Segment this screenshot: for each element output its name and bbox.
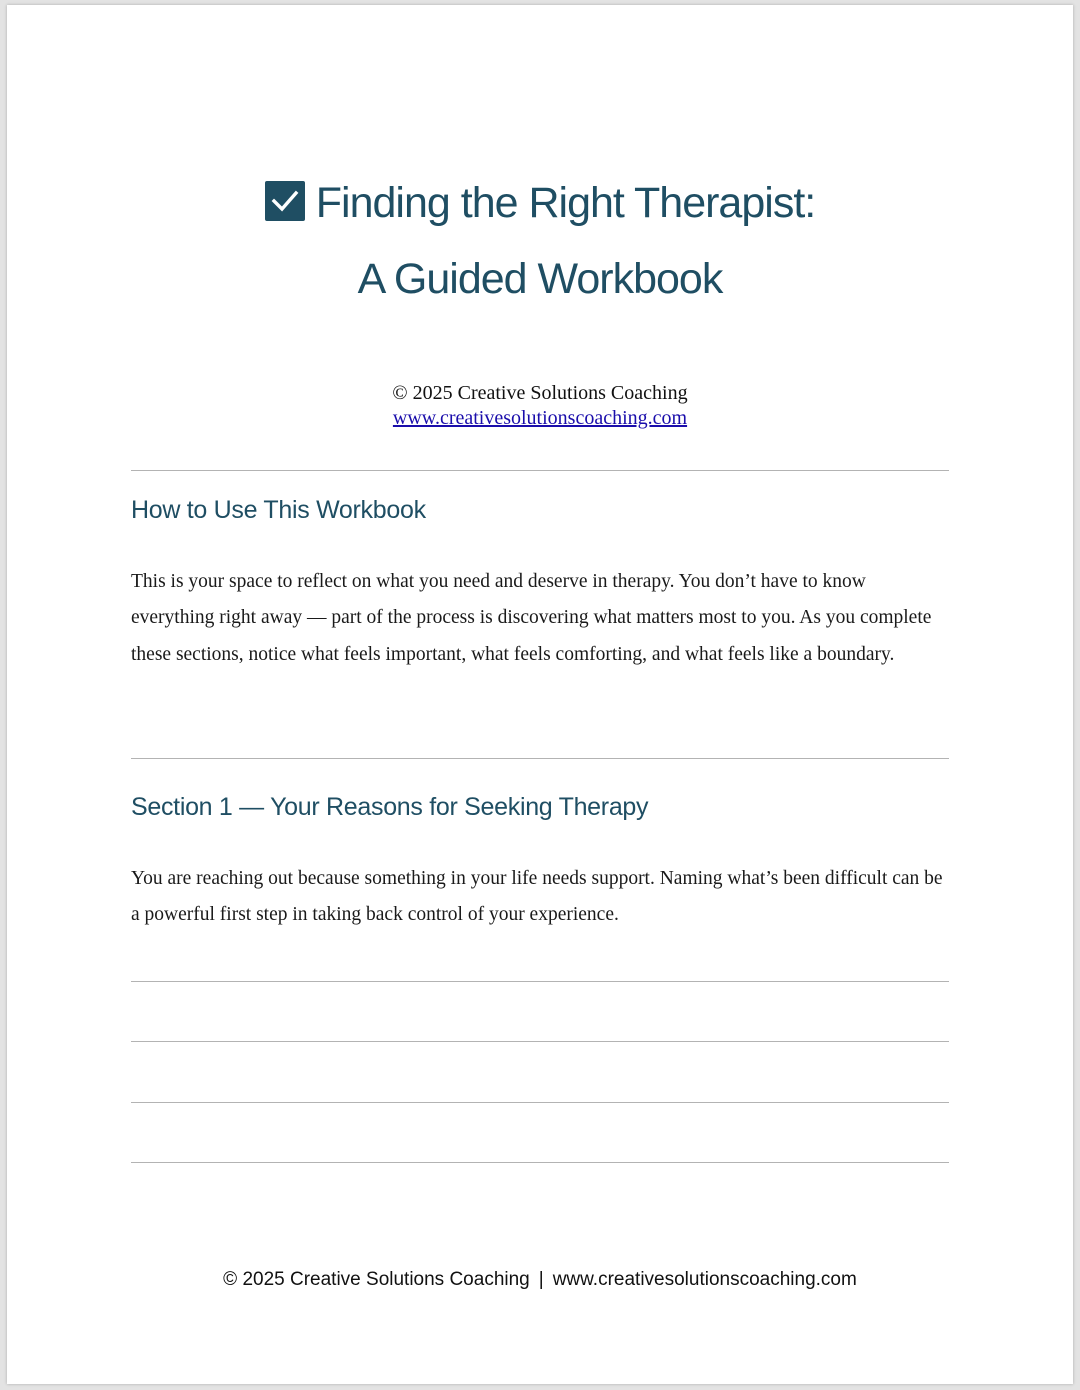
footer-separator: | xyxy=(538,1269,544,1290)
writing-line[interactable] xyxy=(131,1041,949,1042)
copyright-text: © 2025 Creative Solutions Coaching xyxy=(392,382,688,404)
section-heading-reasons: Section 1 — Your Reasons for Seeking Therapy xyxy=(131,793,649,821)
document-page xyxy=(7,5,1073,1384)
footer-url: www.creativesolutionscoaching.com xyxy=(552,1269,857,1290)
section-divider xyxy=(131,470,949,471)
title-line-1 xyxy=(7,165,1073,241)
writing-line[interactable] xyxy=(131,1102,949,1103)
title-text-1: Finding the Right Therapist: xyxy=(315,179,816,227)
section-divider xyxy=(131,758,949,759)
checkbox-checked-icon xyxy=(265,181,305,221)
website-link[interactable]: www.creativesolutionscoaching.com xyxy=(392,407,688,429)
page-footer xyxy=(7,1269,1073,1291)
title-line-2: A Guided Workbook xyxy=(357,255,723,303)
section-body-how-to-use: This is your space to reflect on what you need and deserve in therapy. You don’t have to know everything right away — part of the process is discovering what matters most to you. As you complete these sections, notice what feels important, what feels comforting, and what feels like a boundary. xyxy=(131,571,932,665)
section-heading-how-to-use: How to Use This Workbook xyxy=(131,496,426,524)
writing-line[interactable] xyxy=(131,1162,949,1163)
footer-copyright: © 2025 Creative Solutions Coaching xyxy=(223,1269,530,1290)
writing-line[interactable] xyxy=(131,981,949,982)
copyright-block xyxy=(7,381,1073,431)
document-title xyxy=(7,165,1073,317)
section-body-reasons: You are reaching out because something in your life needs support. Naming what’s been difficult can be a powerful first step in taking back control of your experience. xyxy=(131,868,943,926)
